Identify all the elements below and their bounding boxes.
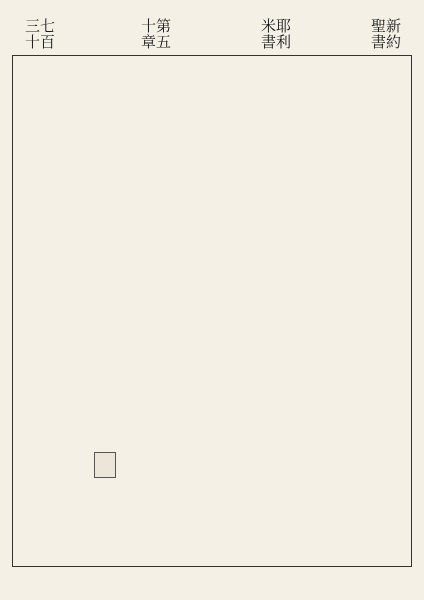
text-column bbox=[272, 62, 289, 560]
text-column bbox=[135, 62, 152, 560]
page-header bbox=[12, 18, 412, 52]
page-number: 七百三十 bbox=[23, 18, 56, 50]
text-column bbox=[116, 62, 133, 560]
text-column bbox=[155, 62, 172, 560]
text-column bbox=[369, 62, 386, 560]
book-title: 新約聖書 bbox=[369, 18, 402, 50]
text-column bbox=[213, 62, 230, 560]
text-column bbox=[38, 62, 55, 560]
text-column bbox=[77, 62, 94, 560]
text-column bbox=[350, 62, 367, 560]
text-column bbox=[311, 62, 328, 560]
text-column bbox=[18, 62, 35, 560]
text-column bbox=[330, 62, 347, 560]
chapter-heading: 第五十章 bbox=[139, 18, 172, 50]
text-column bbox=[174, 62, 191, 560]
text-column bbox=[291, 62, 308, 560]
text-column bbox=[57, 62, 74, 560]
text-column bbox=[96, 62, 113, 560]
body-text bbox=[18, 62, 406, 560]
text-column bbox=[233, 62, 250, 560]
inline-note-box bbox=[94, 452, 116, 478]
text-column bbox=[389, 62, 406, 560]
text-column bbox=[194, 62, 211, 560]
text-column bbox=[252, 62, 269, 560]
running-title: 耶利米書 bbox=[259, 18, 292, 50]
